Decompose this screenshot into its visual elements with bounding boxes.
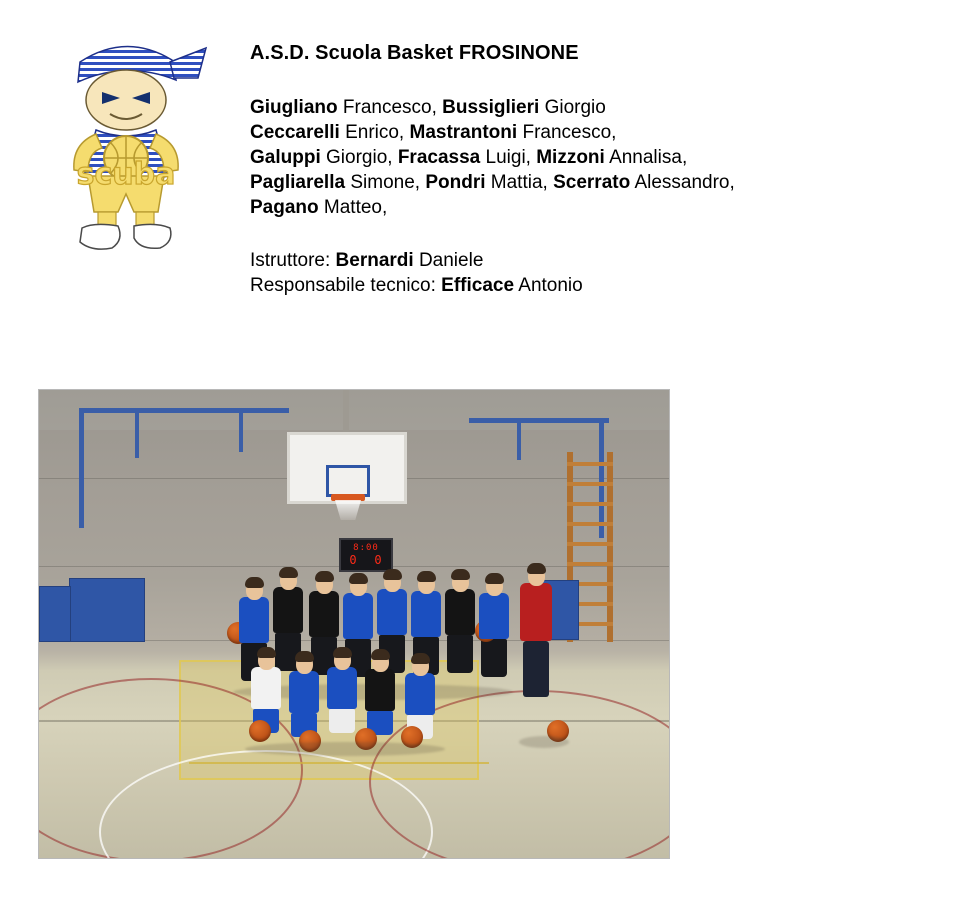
backboard-square	[326, 465, 370, 497]
player-figure	[363, 652, 397, 735]
wall-bracket	[517, 420, 521, 460]
ceiling-rail	[79, 408, 289, 413]
roster-line	[250, 120, 735, 145]
player-figure	[443, 572, 477, 673]
staff-name: Antonio	[518, 275, 583, 296]
player-name: Luigi,	[485, 147, 531, 168]
player-surname: Mizzoni	[536, 147, 605, 168]
player-name: Alessandro,	[634, 172, 735, 193]
roster-line	[250, 170, 735, 195]
player-surname: Fracassa	[397, 147, 481, 168]
document-header	[0, 0, 972, 298]
player-name: Giorgio	[544, 97, 606, 118]
hoop-net	[335, 500, 361, 520]
player-name: Matteo,	[323, 197, 388, 218]
scoreboard-clock: 8:00	[353, 543, 379, 553]
roster-line	[250, 145, 735, 170]
wall-post-left	[79, 408, 84, 528]
wall-bracket	[239, 412, 243, 452]
hoop-support-arm	[343, 390, 349, 434]
staff-list	[250, 248, 735, 298]
roster-list	[250, 95, 735, 220]
staff-surname: Bernardi	[335, 250, 414, 271]
player-surname: Mastrantoni	[409, 122, 518, 143]
roster-line	[250, 95, 735, 120]
hoop-rim	[331, 494, 365, 501]
team-photo	[38, 389, 670, 859]
player-surname: Ceccarelli	[250, 122, 340, 143]
basketball	[249, 720, 271, 742]
player-name: Francesco,	[342, 97, 437, 118]
player-surname: Pagliarella	[250, 172, 346, 193]
staff-line	[250, 248, 735, 273]
team-photo-image	[39, 390, 669, 858]
staff-role: Istruttore:	[250, 250, 331, 271]
club-title: A.S.D. Scuola Basket FROSINONE	[250, 42, 579, 64]
logo-container	[0, 18, 250, 256]
roster-line	[250, 195, 735, 220]
wall-mat	[69, 578, 145, 642]
player-figure	[477, 576, 511, 677]
player-name: Annalisa,	[609, 147, 688, 168]
player-surname: Giugliano	[250, 97, 338, 118]
player-figure	[325, 650, 359, 733]
player-surname: Scerrato	[553, 172, 631, 193]
staff-role: Responsabile tecnico:	[250, 275, 436, 296]
coach-figure	[517, 566, 555, 697]
staff-line	[250, 273, 735, 298]
player-surname: Bussiglieri	[442, 97, 540, 118]
player-name: Giorgio,	[326, 147, 393, 168]
player-surname: Pondri	[425, 172, 486, 193]
wall-mat	[39, 586, 71, 642]
scoreboard-home-score: 0	[349, 553, 358, 567]
player-name: Mattia,	[490, 172, 548, 193]
club-info	[250, 18, 735, 298]
player-surname: Pagano	[250, 197, 319, 218]
staff-surname: Efficace	[441, 275, 515, 296]
wall-bracket	[135, 412, 139, 458]
player-name: Enrico,	[345, 122, 405, 143]
scoreboard-away-score: 0	[374, 553, 383, 567]
player-name: Francesco,	[522, 122, 617, 143]
staff-name: Daniele	[418, 250, 484, 271]
team-group	[189, 558, 569, 778]
player-name: Simone,	[350, 172, 421, 193]
player-surname: Galuppi	[250, 147, 321, 168]
scuba-mascot-logo-icon	[38, 26, 213, 256]
logo-wordmark: scuba	[76, 157, 175, 192]
player-figure	[287, 654, 321, 737]
ceiling-rail-right	[469, 418, 609, 423]
